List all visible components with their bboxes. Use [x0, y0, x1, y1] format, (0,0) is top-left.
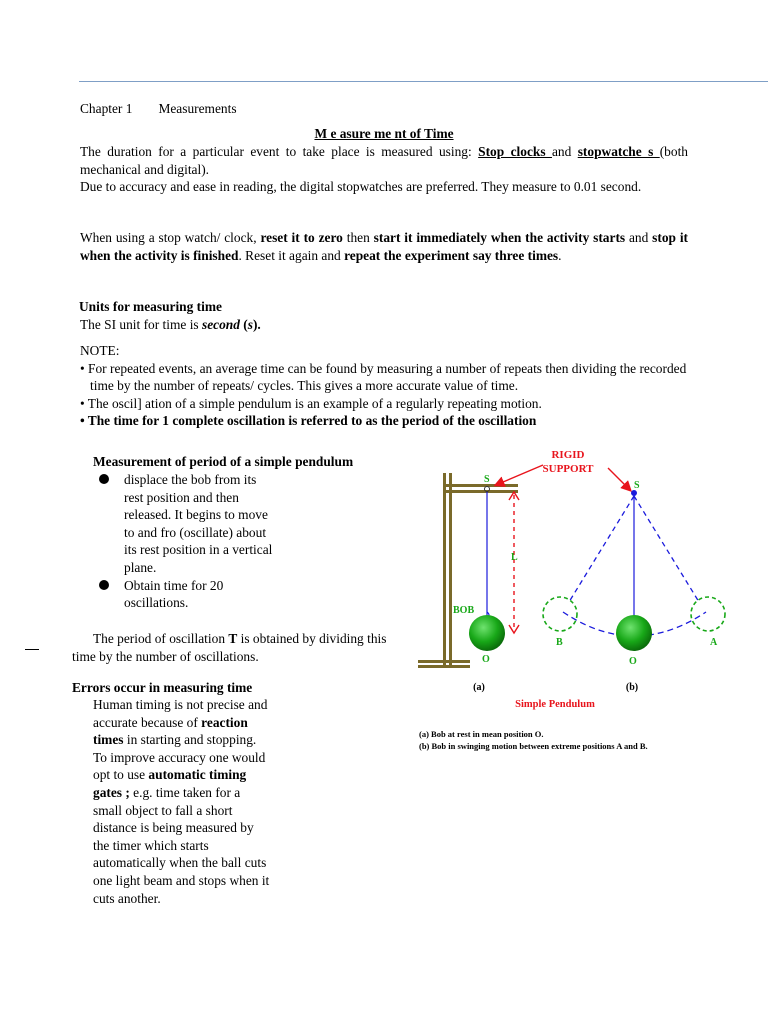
errors-heading: Errors occur in measuring time — [72, 680, 253, 695]
label-b: B — [556, 637, 563, 648]
usage-text: . Reset it again and — [238, 247, 345, 263]
units-paren-close: ). — [252, 317, 261, 332]
note-section — [80, 342, 700, 430]
support-arrow — [608, 468, 630, 490]
list-item — [97, 577, 277, 612]
swing-line-b — [569, 496, 634, 602]
usage-bold-1: reset it to zero — [260, 230, 343, 245]
usage-text: then — [342, 230, 374, 245]
errors-text: in starting and stopping. To improve accuracy one would opt to use — [93, 732, 266, 783]
usage-text: When using a stop watch/ clock, — [80, 230, 261, 245]
figure-note-a: (a) Bob at rest in mean position O. — [419, 729, 544, 739]
usage-paragraph — [80, 229, 688, 264]
units-text — [80, 316, 261, 334]
period-paragraph — [72, 630, 412, 665]
swing-line-a — [634, 496, 699, 602]
rigid-support-label: SUPPORT — [542, 463, 594, 475]
si-symbol: s — [247, 317, 253, 332]
page-title: M e asure me nt of Time — [314, 126, 454, 141]
note-item: • For repeated events, an average time can be found by measuring a number of repeats then dividing the recorded time by the number of repeats/ cycles. This gives a more accurate value of time. — [80, 360, 687, 394]
panel-label-b: (b) — [625, 682, 639, 693]
label-o: O — [482, 654, 490, 665]
label-bob: BOB — [453, 605, 475, 616]
bullet-icon — [99, 474, 109, 484]
label-s: S — [634, 480, 640, 491]
units-paren: ( — [239, 317, 248, 332]
rigid-support-label: RIGID — [551, 449, 585, 461]
usage-bold-3: stop it when the activity is finished — [80, 230, 689, 263]
stop-clocks-term: Stop clocks — [478, 144, 552, 159]
note-item: • The oscil] ation of a simple pendulum is an example of a regularly repeating motion. — [80, 395, 542, 411]
chapter-number: Chapter 1 — [80, 101, 133, 116]
label-a: A — [710, 637, 718, 648]
usage-text: . — [558, 247, 562, 263]
errors-paragraph — [93, 696, 271, 907]
usage-bold-2: start it immediately when the activity starts — [373, 230, 626, 245]
errors-text: Human timing is not precise and accurate because of — [93, 697, 268, 730]
bob-icon — [469, 615, 505, 651]
usage-text: and — [625, 230, 653, 245]
support-arrow — [496, 465, 543, 485]
label-s: S — [484, 474, 490, 485]
si-unit: second — [202, 317, 240, 332]
bob-position-a — [691, 597, 725, 631]
label-l: L — [511, 552, 518, 563]
period-text: The period of oscillation — [93, 631, 229, 646]
chapter-title: Measurements — [158, 101, 237, 116]
stopwatches-term: stopwatche s — [577, 144, 660, 159]
intro-text: The duration for a particular event to take place is measured using: — [80, 144, 479, 159]
bullet-icon — [99, 580, 109, 590]
list-item — [97, 471, 277, 577]
panel-label-a: (a) — [473, 682, 485, 693]
pendulum-heading: Measurement of period of a simple pendulum — [93, 454, 354, 469]
figure-note-b: (b) Bob in swinging motion between extreme positions A and B. — [419, 741, 648, 751]
chapter-header — [80, 100, 237, 118]
errors-text: e.g. time taken for a small object to fall a short distance is being measured by the timer which starts automatically when the ball cuts one light beam and stops when it cuts another. — [93, 784, 270, 906]
step-text: Obtain time for 20 oscillations. — [124, 577, 224, 611]
period-text-2: is obtained by dividing this time by the number of oscillations. — [72, 631, 387, 664]
label-o: O — [629, 656, 637, 667]
note-label: NOTE: — [80, 343, 120, 358]
figure-caption: Simple Pendulum — [515, 699, 595, 710]
units-heading: Units for measuring time — [79, 299, 222, 314]
intro-text-2: (both mechanical and digital). — [80, 144, 688, 177]
bob-position-b — [543, 597, 577, 631]
pendulum-figure — [410, 440, 740, 760]
pendulum-steps — [97, 471, 277, 612]
intro-line-2: Due to accuracy and ease in reading, the digital stopwatches are preferred. They measure to 0.01 second. — [80, 179, 642, 195]
intro-and: and — [551, 144, 578, 159]
reaction-times-term: reaction times — [93, 714, 248, 748]
period-symbol: T — [228, 631, 238, 646]
usage-bold-4: repeat the experiment say three times — [344, 247, 559, 263]
units-sentence: The SI unit for time is — [80, 317, 202, 332]
bob-icon — [616, 615, 652, 651]
step-text: displace the bob from its rest position and then released. It begins to move to and fro (oscillate) about its rest position in a vertical plane. — [124, 472, 273, 575]
intro-paragraph — [80, 143, 688, 196]
note-item: • The time for 1 complete oscillation is referred to as the period of the oscillation — [80, 413, 537, 429]
timing-gates-term: automatic timing gates ; — [93, 767, 247, 800]
header-rule — [79, 81, 768, 82]
margin-dash — [25, 649, 39, 650]
